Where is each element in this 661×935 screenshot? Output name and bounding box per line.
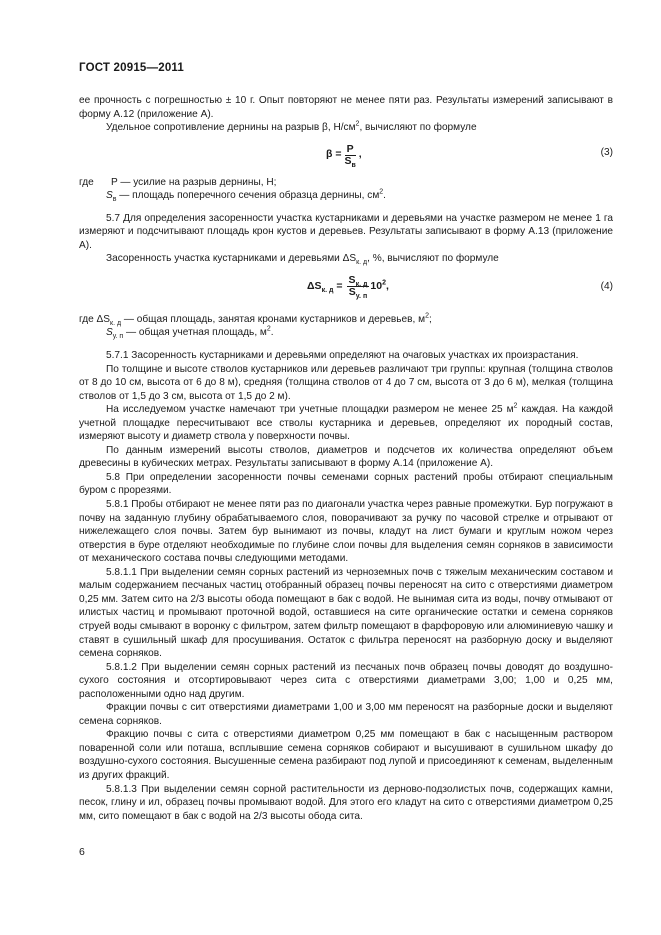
paragraph: По данным измерений высоты стволов, диаметров и подсчетов их количества определяют объем древесины в кубических метрах. Результаты записывают в форму А.14 (приложение А). bbox=[79, 444, 613, 470]
formula-number: (3) bbox=[600, 146, 613, 158]
where-line bbox=[79, 176, 613, 190]
where-word: где bbox=[79, 176, 94, 188]
definition: $S_{у. п}$ — общая учетная площадь, $м^2$. bbox=[106, 326, 274, 341]
formula-number: (4) bbox=[600, 280, 613, 292]
multiplier: $10^2$ bbox=[370, 279, 386, 292]
formula-4 bbox=[79, 271, 613, 307]
paragraph: 5.8.1.3 При выделении семян сорной растительности из дерново-подзолистых почв, содержащих камни, песок, глину и ил, образец почвы промывают водой. Для этого его кладут на сито с отверстиями диаметром 0,25 мм, сито помещают в бак с водой на 2/3 высоты обода сита. bbox=[79, 783, 613, 822]
denominator: $S_{у. п}$ bbox=[348, 285, 368, 301]
fraction bbox=[342, 144, 357, 167]
paragraph: 5.7.1 Засоренность кустарниками и деревьями определяют на очаговых участках их произрастания. bbox=[106, 350, 579, 362]
formula-tail: , bbox=[358, 148, 362, 161]
numerator: P bbox=[346, 142, 354, 155]
text: , вычисляют по формуле bbox=[359, 122, 477, 134]
formula-expression bbox=[307, 273, 389, 301]
document-body bbox=[79, 94, 613, 823]
text: Удельное сопротивление дернины на разрыв β, Н/см bbox=[106, 122, 356, 134]
formula-lhs: $\Delta S_{к. д}$ bbox=[307, 279, 334, 294]
superscript: 2 bbox=[355, 120, 360, 128]
standard-header: ГОСТ 20915—2011 bbox=[79, 62, 184, 74]
paragraph: По толщине и высоте стволов кустарников или деревьев различают три группы: крупная (толщина стволов от 8 до 10 см, высота от 6 до 8 м), средняя (толщина стволов от 4 до 7 см, высота от 3 до 6 м), мелкая (толщина стволов от 1,5 до 3 см, высота от 1,5 до 2 м). bbox=[79, 363, 613, 402]
paragraph: 5.8.1.1 При выделении семян сорных растений из черноземных почв с тяжелым механическим составом и малым содержанием песчаных частиц отобранный образец почвы переносят на сито с отверстиями диаметром 0,25 мм. Затем сито на 2/3 высоты обода помещают в бак с водой. Не вынимая сита из воды, почву отмывают от илистых частиц и промывают проточной водой, оставшиеся на сите органические остатки и семена сорняков струей воды смывают в воронку с фильтром, затем фильтр помещают в фарфоровую или алюминиевую чашку и ставят в сушильный шкаф для просушивания. Остаток с фильтра переносят на разборную доску и выделяют семена сорняков. bbox=[79, 566, 613, 660]
definition: где $\Delta S_{к. д}$ — общая площадь, занятая кронами кустарников и деревьев, $м^2$; bbox=[79, 312, 432, 327]
paragraph: Засоренность участка кустарниками и деревьями $\Delta S_{к. д}$, %, вычисляют по формуле bbox=[106, 253, 499, 267]
formula-lhs: β = bbox=[326, 148, 342, 161]
paragraph bbox=[79, 121, 613, 135]
formula-3 bbox=[79, 140, 613, 170]
equals: = bbox=[336, 279, 343, 292]
paragraph: ее прочность с погрешностью ± 10 г. Опыт повторяют не менее пяти раз. Результаты измерений записывают в форму А.12 (приложение А). bbox=[79, 95, 613, 120]
paragraph: Фракции почвы с сит отверстиями диаметрами 1,00 и 3,00 мм переносят на разборные доски и выделяют семена сорняков. bbox=[79, 702, 613, 727]
page-number: 6 bbox=[79, 846, 85, 858]
definition: $S_в$ — площадь поперечного сечения образца дернины, $см^2$. bbox=[106, 188, 386, 204]
paragraph: На исследуемом участке намечают три учетные площадки размером не менее 25 $м^2$ каждая. На каждой учетной площадке пересчитывают все стволы кустарника и деревьев, определяют их породный состав, измеряют высоту и диаметр ствола у поверхности почвы. bbox=[79, 402, 613, 443]
paragraph: 5.8.1.2 При выделении семян сорных растений из песчаных почв образец почвы доводят до воздушно-сухого состояния и отсортировывают через сита с отверстиями диаметрами 3,00; 1,00 и 0,25 мм, расположенными одно над другим. bbox=[79, 661, 613, 700]
fraction bbox=[347, 273, 370, 301]
paragraph: Фракцию почвы с сита с отверстиями диаметром 0,25 мм помещают в бак с насыщенным раствором поваренной соли или поташа, всплывшие семена сорняков собирают и высушивают в сушильном шкафу до воздушно-сухого состояния. Высушенные семена разбирают под лупой и присоединяют к семенам, выделенным из других фракций. bbox=[79, 729, 613, 781]
numerator: $S_{к. д}$ bbox=[348, 273, 368, 289]
denominator: $S_в$ bbox=[344, 154, 356, 169]
formula-tail: , bbox=[386, 279, 389, 292]
paragraph: 5.8 При определении засоренности почвы семенами сорных растений пробы отбирают специальным буром с прорезями. bbox=[79, 471, 613, 497]
formula-expression bbox=[326, 144, 362, 167]
paragraph: 5.8.1 Пробы отбирают не менее пяти раз по диагонали участка через равные промежутки. Бур погружают в почву на заданную глубину обрабатываемого слоя, поворачивают за ручку по часовой стрелке и отрывают от нижележащего слоя почвы. Затем бур вынимают из почвы, кладут на лист бумаги и круглым ножом через отверстия в буре отделяют необходимые по глубине слои почвы для выделения семян сорняков в зависимости от механического состава почвы следующими методами. bbox=[79, 499, 613, 565]
definition: P — усилие на разрыв дернины, Н; bbox=[111, 176, 277, 188]
paragraph: 5.7 Для определения засоренности участка кустарниками и деревьями на участке размером не менее 1 га измеряют и подсчитывают площадь крон кустов и деревьев. Результаты записывают в форму А.13 (приложение А). bbox=[79, 212, 613, 251]
